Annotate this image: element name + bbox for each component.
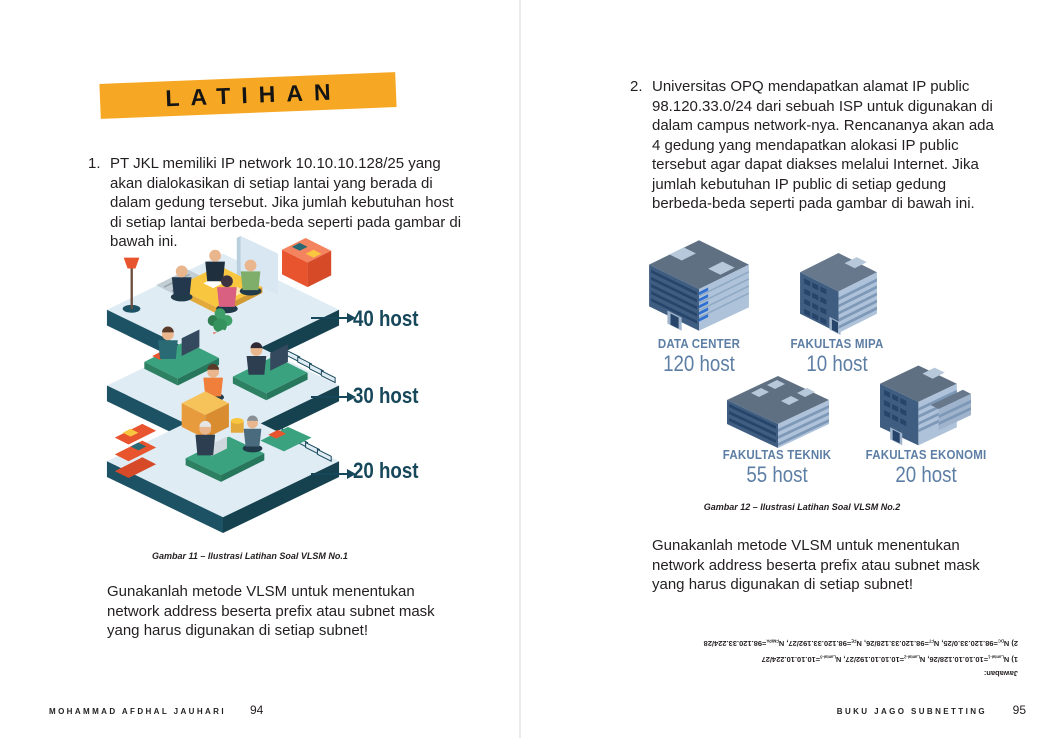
exercise-2-text: Universitas OPQ mendapatkan alamat IP public 98.120.33.0/24 dari sebuah ISP untuk digunakan di dalam campus network-nya. Rencananya akan ada 4 gedung yang mendapatkan alokasi IP public tersebut agar dapat diakses melalui Internet. Jika jumlah kebutuhan IP public di setiap gedung berbeda-beda seperti pada gambar di bawah ini. [652, 78, 994, 212]
data-center-hosts: 120 host [663, 351, 735, 376]
exercise-2 [630, 77, 998, 214]
figure-11-caption: Gambar 11 – Ilustrasi Latihan Soal VLSM No.1 [152, 551, 348, 561]
answer-line-2: 2) $N_{DC}=98.120.33.0/25$, $N_{FT}=98.120.33.128/26$, $N_{FE}=98.120.33.192/27$, $N_{FMIPA}=98.120.33.224/28$ [703, 638, 1018, 648]
answer-line-1: 1) $N_{Lantai-1}=10.10.10.128/26$, $N_{Lantai-2}=10.10.10.192/27$, $N_{Lantai-3}=10.10.10.224/27$ [761, 654, 1018, 664]
answer-key [628, 633, 1018, 680]
page-gutter-divider [519, 0, 521, 738]
fakultas-mipa-name: FAKULTAS MIPA [790, 337, 884, 351]
floor-1-host-label: 40 host [353, 306, 419, 331]
fakultas-teknik-hosts: 55 host [746, 462, 808, 487]
page-number-right: 95 [1012, 703, 1026, 717]
office-floors-illustration [95, 236, 351, 536]
fakultas-ekonomi-label [841, 448, 1011, 488]
fakultas-teknik-label [692, 448, 862, 488]
section-banner [99, 72, 396, 119]
floor-3-host-label: 20 host [353, 458, 419, 483]
data-center-name: DATA CENTER [657, 337, 741, 351]
footer-author: MOHAMMAD AFDHAL JAUHARI [49, 707, 226, 716]
exercise-1-number: 1. [88, 155, 101, 172]
fakultas-ekonomi-building-icon [878, 362, 974, 454]
floor-arrow-1 [311, 317, 347, 319]
page-number-left: 94 [250, 703, 264, 717]
figure-12-caption: Gambar 12 – Ilustrasi Latihan Soal VLSM No.2 [703, 502, 901, 512]
floor-2-host-label: 30 host [353, 383, 419, 408]
floor-arrow-2 [311, 396, 347, 398]
instruction-2: Gunakanlah metode VLSM untuk menentukan network address beserta prefix atau subnet mask yang harus digunakan di setiap subnet! [652, 537, 980, 593]
fakultas-teknik-name: FAKULTAS TEKNIK [722, 448, 832, 462]
instruction-1: Gunakanlah metode VLSM untuk menentukan network address beserta prefix atau subnet mask yang harus digunakan di setiap subnet! [107, 583, 435, 639]
fakultas-mipa-building-icon [796, 250, 882, 336]
exercise-1-text: PT JKL memiliki IP network 10.10.10.128/25 yang akan dialokasikan di setiap lantai yang berada di dalam gedung tersebut. Jika jumlah kebutuhan host di setiap lantai berbeda-beda seperti pada gambar di bawah ini. [110, 155, 462, 250]
fakultas-ekonomi-name: FAKULTAS EKONOMI [865, 448, 987, 462]
section-title: LATIHAN [164, 78, 343, 112]
floor-arrow-3 [311, 473, 347, 475]
fakultas-mipa-hosts: 10 host [806, 351, 868, 376]
footer-book-title: BUKU JAGO SUBNETTING [836, 707, 987, 716]
answer-heading: Jawaban: [983, 668, 1018, 678]
data-center-building-icon [643, 237, 755, 334]
exercise-2-number: 2. [630, 78, 643, 95]
fakultas-ekonomi-hosts: 20 host [895, 462, 957, 487]
fakultas-teknik-building-icon [723, 370, 833, 452]
